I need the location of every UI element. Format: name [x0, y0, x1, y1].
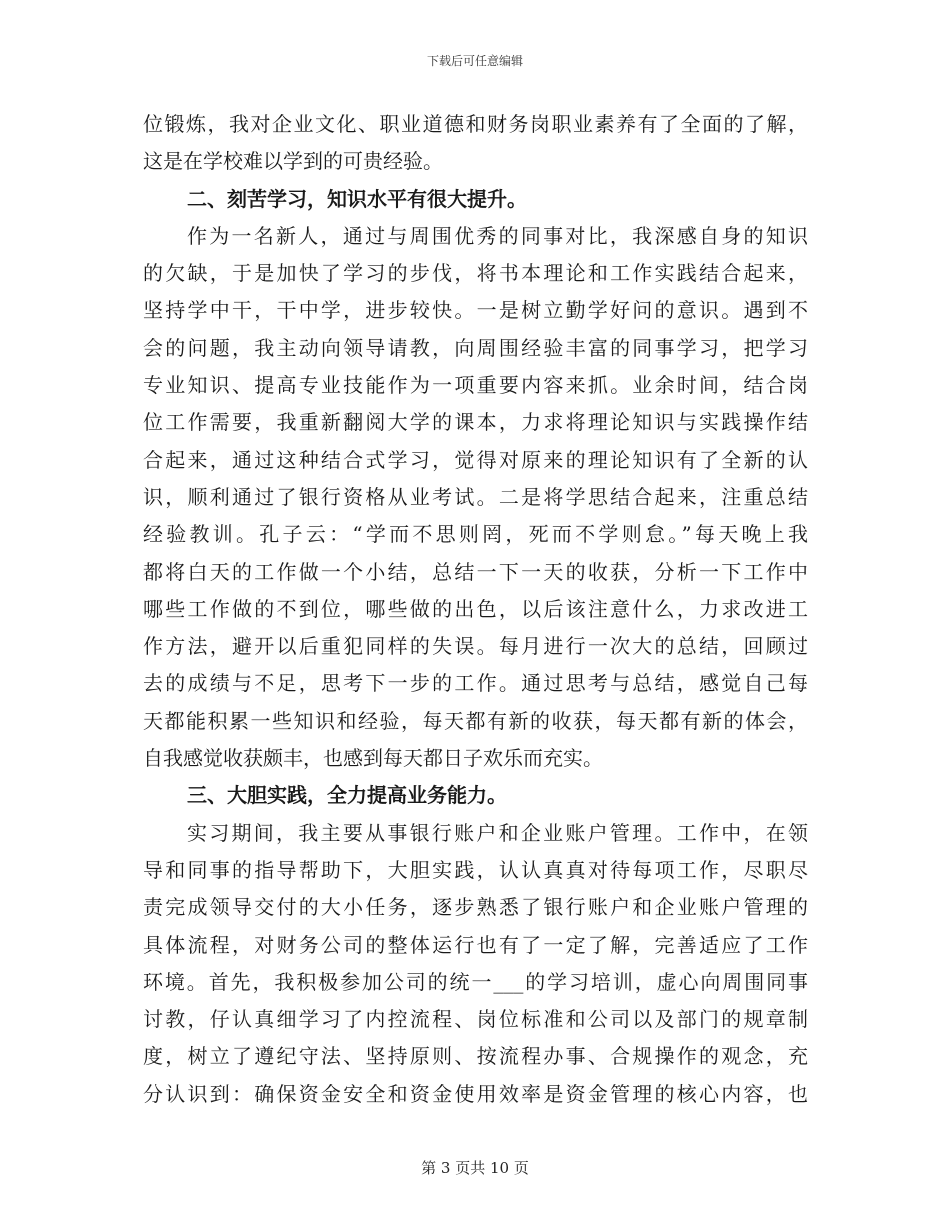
text-line: 作方法，避开以后重犯同样的失误。每月进行一次大的总结，回顾过	[143, 634, 808, 659]
text-line: 识，顺利通过了银行资格从业考试。二是将学思结合起来，注重总结	[143, 484, 808, 509]
text-line: 都将白天的工作做一个小结，总结一下一天的收获，分析一下工作中	[143, 559, 808, 584]
text-line: 导和同事的指导帮助下，大胆实践，认认真真对待每项工作，尽职尽	[143, 857, 808, 882]
text-line: 实习期间，我主要从事银行账户和企业账户管理。工作中，在领	[187, 820, 808, 845]
text-line: 分认识到：确保资金安全和资金使用效率是资金管理的核心内容，也	[143, 1081, 808, 1106]
page-footer: 第 3 页共 10 页	[421, 1159, 529, 1177]
text-line: 会的问题，我主动向领导请教，向周围经验丰富的同事学习，把学习	[143, 335, 808, 360]
text-line: 哪些工作做的不到位，哪些做的出色，以后该注意什么，力求改进工	[143, 596, 808, 621]
text-line: 度，树立了遵纪守法、坚持原则、按流程办事、合规操作的观念，充	[143, 1044, 808, 1069]
text-line: 合起来，通过这种结合式学习，觉得对原来的理论知识有了全新的认	[143, 447, 808, 472]
text-line: 的欠缺，于是加快了学习的步伐，将书本理论和工作实践结合起来，	[143, 261, 808, 286]
text-line: 经验教训。孔子云：“学而不思则罔，死而不学则怠。”每天晚上我	[143, 522, 808, 547]
text-line: 具体流程，对财务公司的整体运行也有了一定了解，完善适应了工作	[143, 932, 808, 957]
text-line: 作为一名新人，通过与周围优秀的同事对比，我深感自身的知识	[187, 223, 808, 248]
text-line: 责完成领导交付的大小任务，逐步熟悉了银行账户和企业账户管理的	[143, 895, 808, 920]
section-heading-3: 三、大胆实践，全力提高业务能力。	[187, 783, 507, 808]
document-body	[143, 106, 808, 1113]
text-line: 位工作需要，我重新翻阅大学的课本，力求将理论知识与实践操作结	[143, 410, 808, 435]
text-line: 这是在学校难以学到的可贵经验。	[143, 149, 443, 174]
text-line: 去的成绩与不足，思考下一步的工作。通过思考与总结，感觉自己每	[143, 671, 808, 696]
page-header: 下载后可任意编辑	[426, 54, 523, 68]
text-line: 讨教，仔认真细学习了内控流程、岗位标准和公司以及部门的规章制	[143, 1007, 808, 1032]
text-line: 环境。首先，我积极参加公司的统一___的学习培训，虚心向周围同事	[143, 969, 808, 994]
text-line: 专业知识、提高专业技能作为一项重要内容来抓。业余时间，结合岗	[143, 373, 808, 398]
section-heading-2: 二、刻苦学习，知识水平有很大提升。	[187, 186, 527, 211]
text-line: 位锻炼，我对企业文化、职业道德和财务岗职业素养有了全面的了解，	[143, 112, 808, 136]
text-line: 自我感觉收获颇丰，也感到每天都日子欢乐而充实。	[143, 746, 603, 771]
text-line: 坚持学中干，干中学，进步较快。一是树立勤学好问的意识。遇到不	[143, 298, 808, 323]
text-line: 天都能积累一些知识和经验，每天都有新的收获，每天都有新的体会，	[143, 708, 808, 733]
